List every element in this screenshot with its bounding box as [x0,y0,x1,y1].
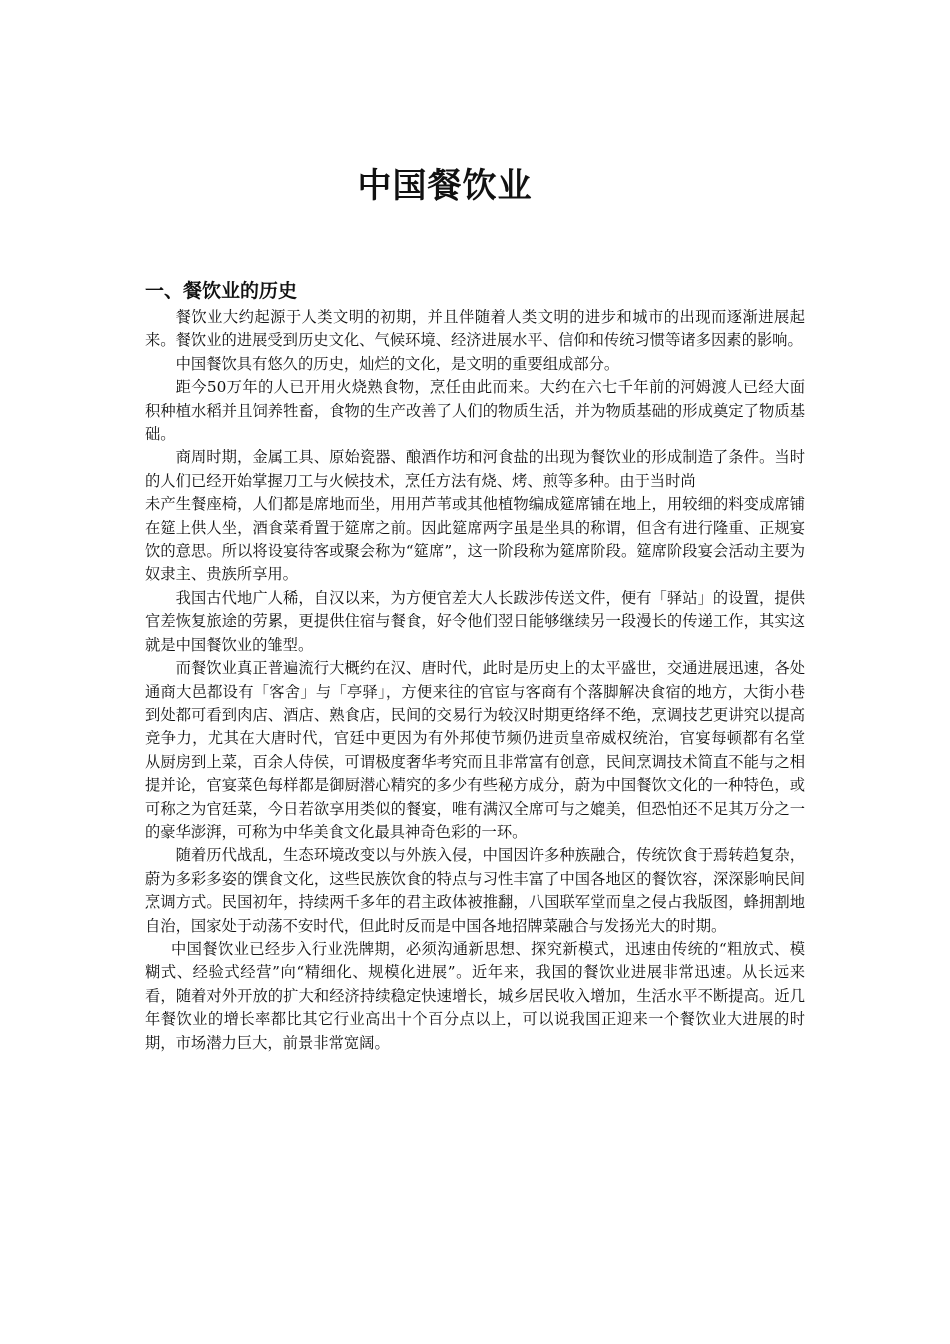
document-body [145,306,826,1055]
section-heading: 一、餐饮业的历史 [145,280,298,302]
paragraph: 未产生餐座椅，人们都是席地而坐，用用芦苇或其他植物编成筵席铺在地上，用较细的料变成席铺在筵上供人坐，酒食菜肴置于筵席之前。因此筵席两字虽是坐具的称谓，但含有进行隆重、正规宴饮的意思。所以将设宴待客或聚会称为“筵席”，这一阶段称为筵席阶段。筵席阶段宴会活动主要为奴隶主、贵族所享用。 [145,495,805,584]
document-title: 中国餐饮业 [357,166,533,206]
paragraph: 中国餐饮具有悠久的历史，灿烂的文化，是文明的重要组成部分。 [175,354,620,373]
paragraph: 商周时期，金属工具、原始瓷器、酿酒作坊和河食盐的出现为餐饮业的形成制造了条件。当时的人们已经开始掌握刀工与火候技术，烹任方法有烧、烤、煎等多种。由于当时尚 [145,448,805,490]
paragraph: 餐饮业大约起源于人类文明的初期，并且伴随着人类文明的进步和城市的出现而逐渐进展起来。餐饮业的进展受到历史文化、气候环境、经济进展水平、信仰和传统习惯等诸多因素的影响。 [145,308,805,350]
paragraph: 随着历代战乱，生态环境改变以与外族入侵，中国因许多种族融合，传统饮食于焉转趋复杂，蔚为多彩多姿的馔食文化，这些民族饮食的特点与习性丰富了中国各地区的餐饮容，深深影响民间烹调方式。民国初年，持续两千多年的君主政体被推翻，八国联军堂而皇之侵占我版图，蜂拥割地自治，国家处于动荡不安时代，但此时反而是中国各地招牌菜融合与发扬光大的时期。 [145,846,805,935]
paragraph: 而餐饮业真正普遍流行大概约在汉、唐时代，此时是历史上的太平盛世，交通进展迅速，各处通商大邑都设有「客舍」与「亭驿」，方便来往的官宦与客商有个落脚解决食宿的地方，大街小巷到处都可看到肉店、酒店、熟食店，民间的交易行为较汉时期更络绎不绝，烹调技艺更讲究以提高竞争力，尤其在大唐时代，官廷中更因为有外邦使节频仍进贡皇帝威权统治，官宴每顿都有名堂 从厨房到上菜，百余人侍侯，可谓极度奢华考究而且非常富有创意，民间烹调技术简直不能与之相提并论，官宴菜色每样都是御厨潜心精究的多少有些秘方成分，蔚为中国餐饮文化的一种特色，或可称之为官廷菜，今日若欲享用类似的餐宴，唯有满汉全席可与之媲美，但恐怕还不足其万分之一的豪华澎湃，可称为中华美食文化最具神奇色彩的一环。 [145,659,826,841]
paragraph: 中国餐饮业已经步入行业洗牌期，必须沟通新思想、探究新模式，迅速由传统的“粗放式、模糊式、经验式经营”向“精细化、规模化进展”。近年来，我国的餐饮业进展非常迅速。从长远来看，随着对外开放的扩大和经济持续稳定快速增长，城乡居民收入增加，生活水平不断提高。近几年餐饮业的增长率都比其它行业高出十个百分点以上，可以说我国正迎来一个餐饮业大进展的时期，市场潜力巨大，前景非常宽阔。 [145,939,805,1052]
paragraph: 我国古代地广人稀，自汉以来，为方便官差大人长跋涉传送文件，便有「驿站」的设置，提供官差恢复旅途的劳累，更提供住宿与餐食，好令他们翌日能够继续另一段漫长的传递工作，其实这就是中国餐饮业的雏型。 [145,588,805,654]
paragraph: 距今50万年的人已开用火烧熟食物，烹任由此而来。大约在六七千年前的河姆渡人已经大面积种植水稻并且饲养牲畜，食物的生产改善了人们的物质生活，并为物质基础的形成奠定了物质基础。 [145,378,805,444]
